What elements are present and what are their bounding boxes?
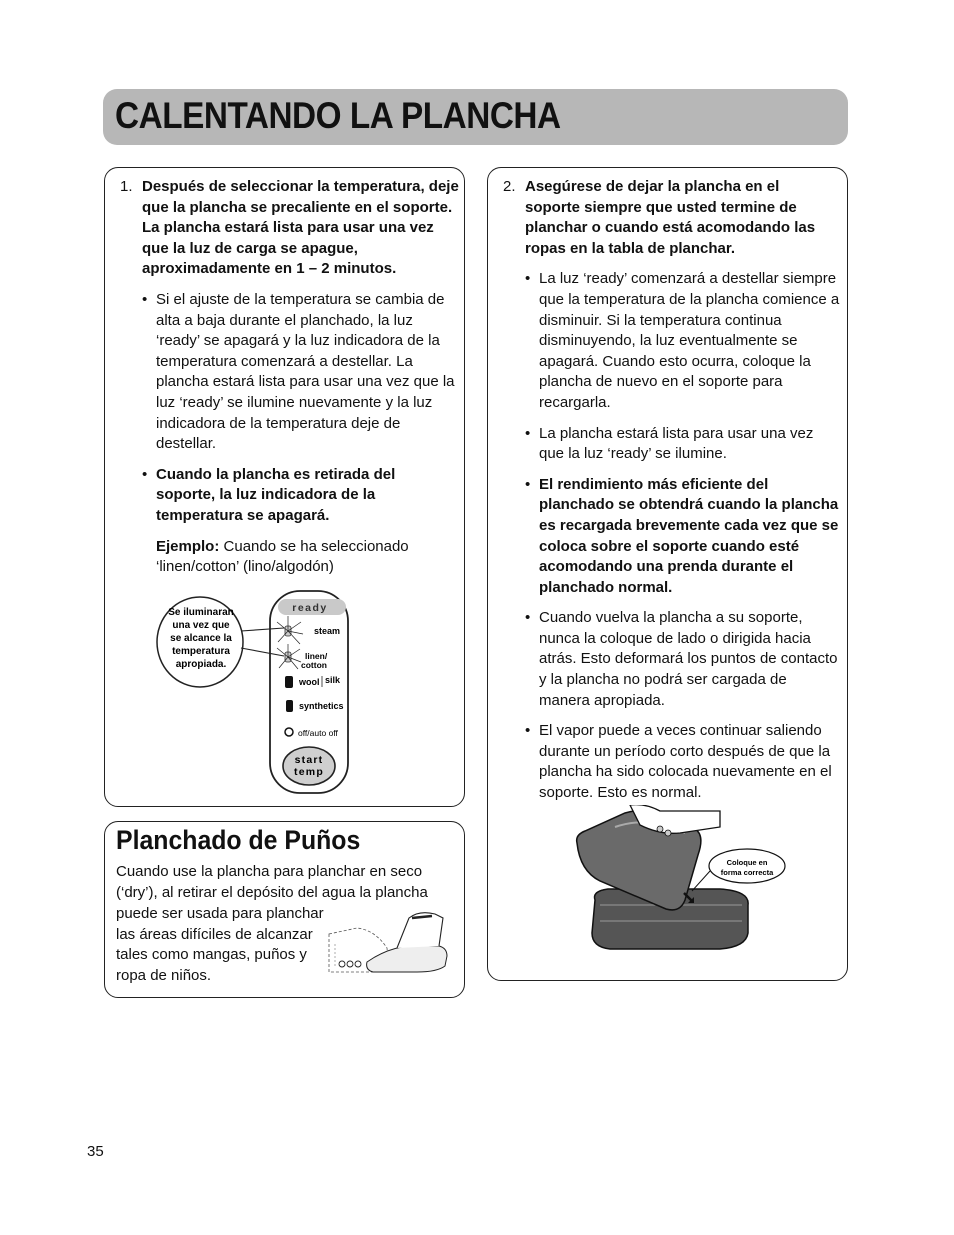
step1-bullet-2: [142, 465, 426, 527]
bullet-icon: •: [525, 475, 531, 493]
step2-bullet-1-text: La luz ‘ready’ comenzará a destellar siempre que la temperatura de la plancha comience a disminuir. Si la temperatura continua disminuyendo, la luz eventualmente se apagará. Cuando esto ocurra, coloque la plancha de nuevo en el soporte para recargarla.: [539, 270, 840, 411]
cuffs-line-1: Cuando use la plancha para planchar en seco: [116, 863, 423, 880]
off-label: off/auto off: [298, 728, 338, 738]
linen-label-1: linen/: [305, 651, 328, 661]
example-text: Cuando se ha seleccionado ‘linen/cotton’ (lino/algodón): [156, 537, 409, 576]
step1-lead: Después de seleccionar la temperatura, deje que la plancha se precaliente en el soporte. La plancha estará lista para usar una vez que la luz de carga se apague, aproximadamente en 1 – 2 minutos.: [142, 178, 459, 278]
control-panel-diagram: [153, 586, 363, 798]
bullet-icon: •: [525, 424, 531, 442]
step2-bullet-2-text: La plancha estará lista para usar una vez que la luz ‘ready’ se ilumine.: [539, 424, 814, 463]
step1-number: 1.: [120, 178, 133, 195]
step2-bullet-4: [525, 608, 841, 711]
step2-bullet-1: [525, 269, 841, 413]
cuffs-box: [104, 821, 465, 998]
bullet-icon: •: [525, 270, 531, 288]
bullet-icon: •: [142, 465, 148, 483]
step1-bullet-1-text: Si el ajuste de la temperatura se cambia de alta a baja durante el planchado, la luz ‘ready’ se apagará y la luz indicadora de la temperatura comenzará a destellar. La plancha estará lista para usar una vez que la luz ‘ready’ se ilumine nuevamente y la luz indicadora de la temperatura deje de destellar.: [156, 290, 455, 453]
bullet-icon: •: [525, 722, 531, 740]
cuffs-text-narrow: puede ser usada para planchar las áreas difíciles de alcanzar tales como mangas, puños y ropa de niños.: [116, 905, 324, 984]
callout-text-5: apropiada.: [175, 659, 227, 670]
callout-text-2: una vez que: [172, 620, 230, 631]
cuffs-line-2: (‘dry’), al retirar el depósito del agua la plancha: [116, 884, 428, 901]
step2-content: [503, 177, 843, 804]
step2-lead: Asegúrese de dejar la plancha en el soporte siempre que usted termine de planchar o cuando está acomodando las ropas en la tabla de planchar.: [525, 178, 816, 257]
silk-label: silk: [325, 675, 341, 685]
callout-text-1: Coloque en: [726, 858, 768, 867]
callout-text-3: se alcance la: [170, 633, 232, 644]
page-title: CALENTANDO LA PLANCHA: [115, 95, 561, 136]
step2-bullet-4-text: Cuando vuelva la plancha a su soporte, nunca la coloque de lado o dirigida hacia atrás. Esto deformará los puntos de contacto y la plancha no podrá ser cargada de manera apropiada.: [539, 609, 838, 709]
temp-label: temp: [294, 766, 324, 778]
linen-label-2: cotton: [301, 660, 327, 670]
ready-label: ready: [292, 602, 328, 614]
step1-content: [120, 177, 460, 578]
step2-number: 2.: [503, 178, 516, 195]
start-label: start: [294, 754, 324, 766]
step2-box: [487, 167, 848, 981]
page-title-bar: [103, 89, 848, 145]
step2-bullet-2: [525, 424, 841, 465]
step2-bullet-5: [525, 721, 849, 803]
wool-label: wool: [299, 677, 320, 687]
bullet-icon: •: [525, 609, 531, 627]
callout-text-1: Se iluminaran: [168, 607, 234, 618]
step1-bullet-2-text: Cuando la plancha es retirada del soporte, la luz indicadora de la temperatura se apagará.: [156, 465, 396, 524]
step2-bullet-3: [525, 475, 841, 599]
step2-bullet-5-text: El vapor puede a veces continuar saliendo durante un período corto después de que la plancha ha sido colocada nuevamente en el soporte. Esto es normal.: [539, 722, 832, 802]
bullet-icon: •: [142, 290, 148, 308]
callout-text-2: forma correcta: [720, 868, 774, 877]
synthetics-label: synthetics: [299, 701, 344, 711]
page-number: 35: [87, 1143, 104, 1160]
iron-on-base-illustration: [570, 805, 790, 963]
callout-text-4: temperatura: [172, 646, 230, 657]
step1-box: [104, 167, 465, 807]
cuff-iron-illustration: [327, 908, 459, 978]
step1-bullet-1: [142, 290, 458, 455]
example-label: Ejemplo:: [156, 537, 220, 555]
step2-bullet-3-text: El rendimiento más eficiente del planchado se obtendrá cuando la plancha es recargada brevemente cada vez que se coloca sobre el soporte cuando esté acomodando una prenda durante el planchado normal.: [539, 475, 839, 596]
steam-label: steam: [314, 626, 341, 636]
cuffs-title: Planchado de Puños: [116, 825, 361, 855]
step1-example: [156, 537, 446, 578]
